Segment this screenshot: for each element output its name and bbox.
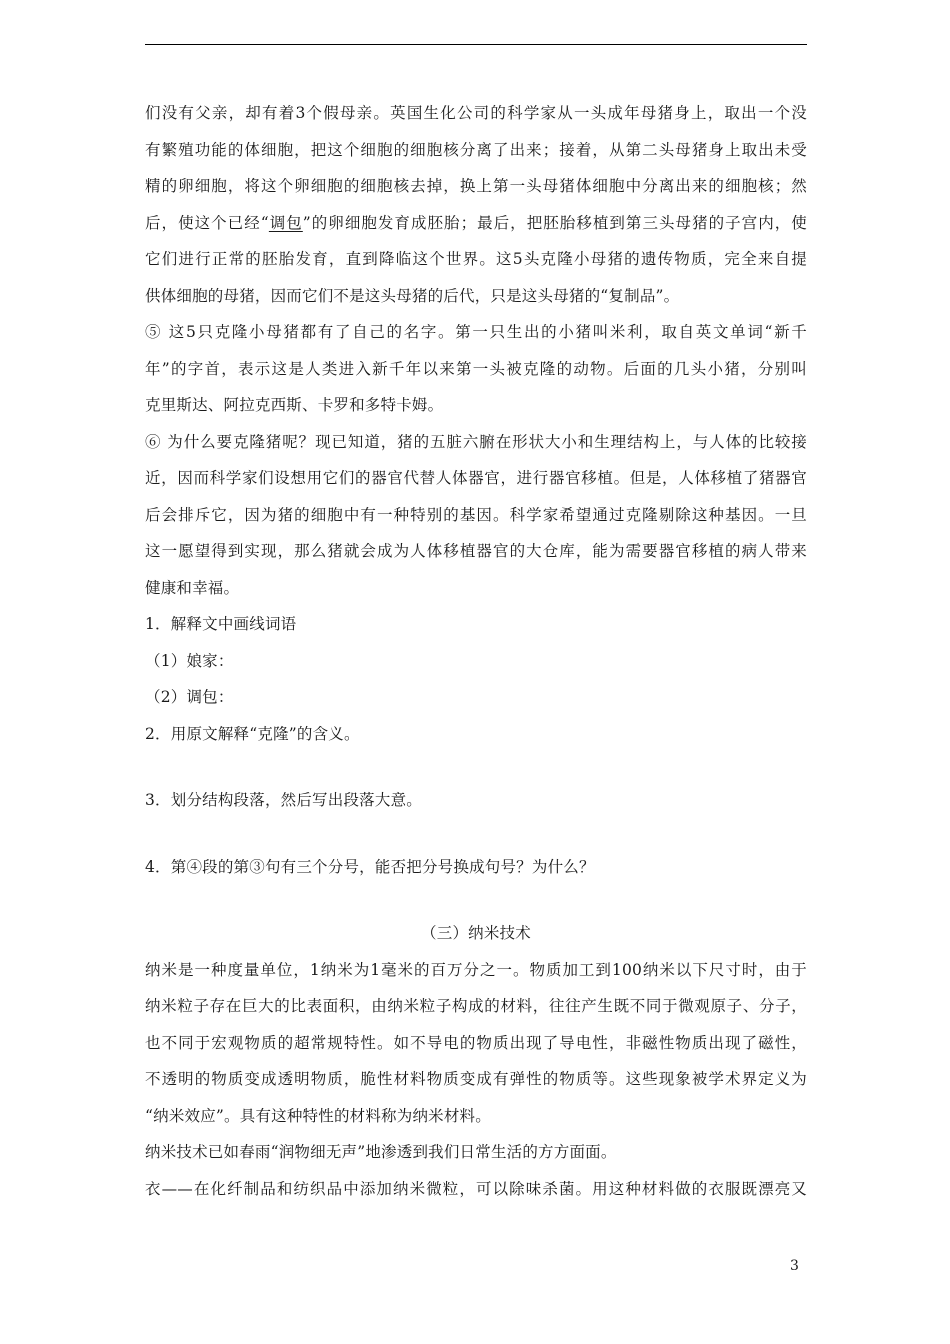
underlined-term: 调包	[268, 213, 303, 232]
text-line: 纳米技术已如春雨“润物细无声”地渗透到我们日常生活的方方面面。	[145, 1143, 617, 1161]
header-rule	[145, 44, 807, 45]
paragraph-5	[145, 314, 807, 424]
text-line: 供体细胞的母猪，因而它们不是这头母猪的后代，只是这头母猪的“复制品”。	[145, 286, 680, 305]
text-line: 不透明的物质变成透明物质，脆性材料物质变成有弹性的物质等。这些现象被学术界定义为	[145, 1070, 807, 1088]
text-line: 它们进行正常的胚胎发育，直到降临这个世界。这5头克隆小母猪的遗传物质，完全来自提	[145, 250, 807, 268]
text-line: 纳米粒子存在巨大的比表面积，由纳米粒子构成的材料，往往产生既不同于微观原子、分子，	[145, 997, 807, 1015]
section-title: （三）纳米技术	[421, 924, 531, 942]
question-1-sub-1: （1）娘家：	[145, 651, 234, 670]
answer-space	[145, 885, 807, 915]
text-line: 克里斯达、阿拉克西斯、卡罗和多特卡姆。	[145, 396, 444, 414]
page-number: 3	[790, 1258, 799, 1274]
question-4: 4．第④段的第③句有三个分号，能否把分号换成句号？为什么？	[145, 857, 595, 876]
text-line: ⑥ 为什么要克隆猪呢？现已知道，猪的五脏六腑在形状大小和生理结构上，与人体的比较接	[145, 432, 807, 451]
text-fragment: 后，使这个已经“	[145, 213, 269, 232]
text-line: 这一愿望得到实现，那么猪就会成为人体移植器官的大仓库，能为需要器官移植的病人带来	[145, 542, 807, 560]
text-line: 也不同于宏观物质的超常规特性。如不导电的物质出现了导电性，非磁性物质出现了磁性，	[145, 1033, 807, 1052]
paragraph-4	[145, 95, 807, 314]
paragraph-6	[145, 424, 807, 607]
text-line: 年”的字首，表示这是人类进入新千年以来第一头被克隆的动物。后面的几头小猪，分别叫	[145, 359, 807, 378]
text-line: ⑤ 这5只克隆小母猪都有了自己的名字。第一只生出的小猪叫米利，取自英文单词“新千	[145, 323, 807, 341]
text-line: 纳米是一种度量单位，1纳米为1毫米的百万分之一。物质加工到100纳米以下尺寸时，由于	[145, 960, 807, 979]
answer-space	[145, 752, 807, 782]
text-line: 后会排斥它，因为猪的细胞中有一种特别的基因。科学家希望通过克隆剔除这种基因。一旦	[145, 505, 807, 524]
answer-space	[145, 819, 807, 849]
text-line: 有繁殖功能的体细胞，把这个细胞的细胞核分离了出来；接着，从第二头母猪身上取出未受	[145, 140, 807, 159]
text-line: 精的卵细胞，将这个卵细胞的细胞核去掉，换上第一头母猪体细胞中分离出来的细胞核；然	[145, 177, 807, 195]
text-line: 们没有父亲，却有着3个假母亲。英国生化公司的科学家从一头成年母猪身上，取出一个没	[145, 104, 807, 122]
question-1: 1．解释文中画线词语	[145, 615, 297, 633]
text-line: 近，因而科学家们设想用它们的器官代替人体器官，进行器官移植。但是，人体移植了猪器官	[145, 469, 807, 487]
question-list	[145, 606, 807, 915]
question-1-sub-2: （2）调包：	[145, 688, 234, 706]
text-line: 衣——在化纤制品和纺织品中添加纳米微粒，可以除味杀菌。用这种材料做的衣服既漂亮又	[145, 1179, 807, 1198]
page-content	[145, 95, 807, 1207]
question-2: 2．用原文解释“克隆”的含义。	[145, 724, 360, 743]
text-line	[145, 205, 807, 242]
text-line: 健康和幸福。	[145, 578, 240, 597]
question-3: 3．划分结构段落，然后写出段落大意。	[145, 791, 422, 809]
text-line: “纳米效应”。具有这种特性的材料称为纳米材料。	[145, 1106, 491, 1125]
section-nano	[145, 915, 807, 1207]
text-fragment: ”的卵细胞发育成胚胎；最后，把胚胎移植到第三头母猪的子宫内，使	[302, 213, 807, 232]
